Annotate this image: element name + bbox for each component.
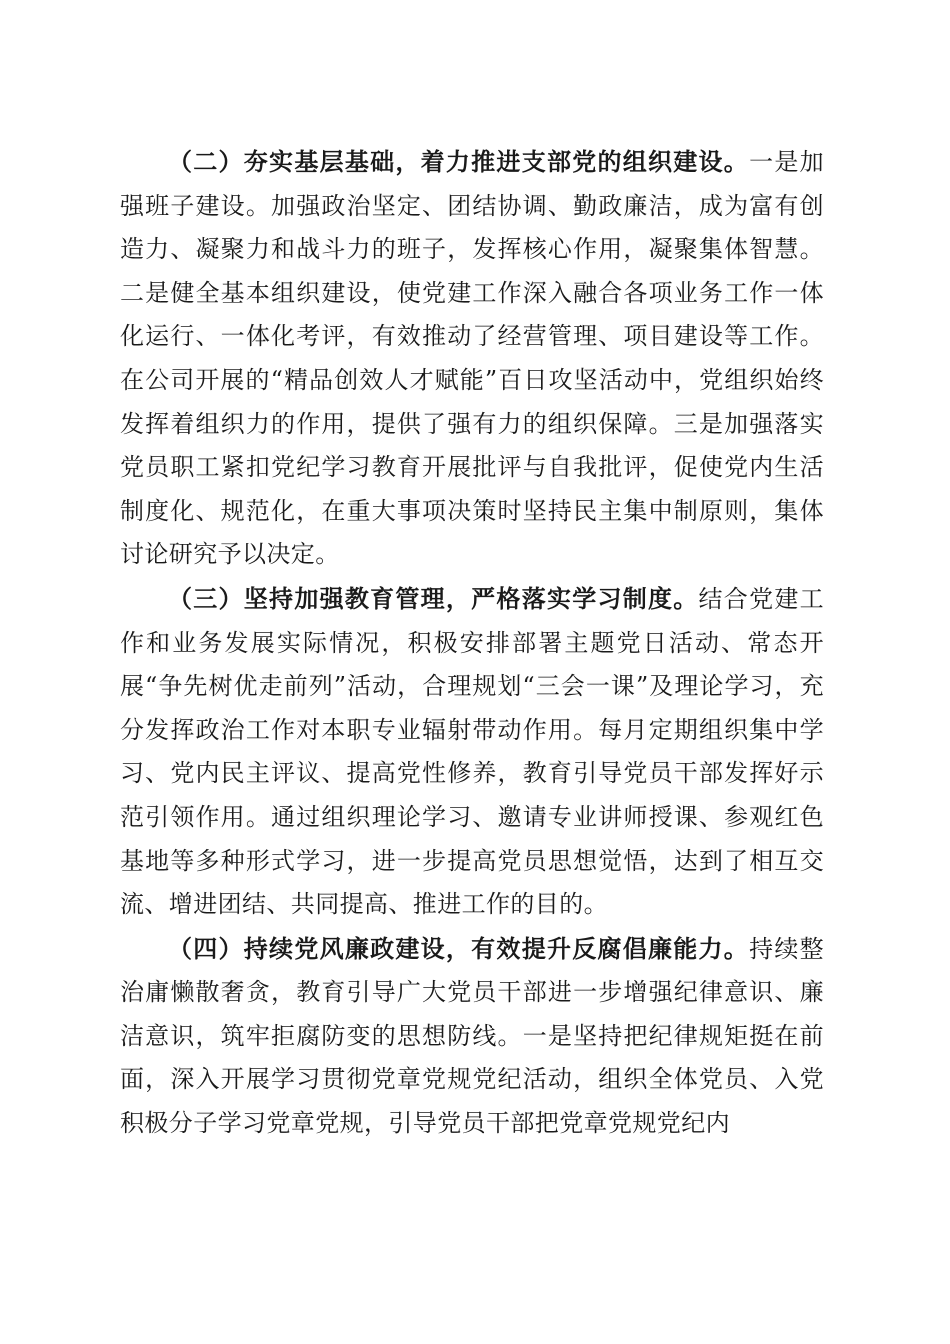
- section-body-2: 一是加强班子建设。加强政治坚定、团结协调、勤政廉洁，成为富有创造力、凝聚力和战斗力的班子，发挥核心作用，凝聚集体智慧。二是健全基本组织建设，使党建工作深入融合各项业务工作一体化运行、一体化考评，有效推动了经营管理、项目建设等工作。在公司开展的“精品创效人才赋能”百日攻坚活动中，党组织始终发挥着组织力的作用，提供了强有力的组织保障。三是加强落实党员职工紧扣党纪学习教育开展批评与自我批评，促使党内生活制度化、规范化，在重大事项决策时坚持民主集中制原则，集体讨论研究予以决定。: [120, 148, 825, 569]
- document-body: [120, 140, 824, 1146]
- section-heading-3: （三）坚持加强教育管理，严格落实学习制度。: [168, 583, 699, 613]
- paragraph-section-2: [120, 140, 824, 577]
- section-heading-4: （四）持续党风廉政建设，有效提升反腐倡廉能力。: [168, 933, 750, 963]
- section-body-4: 持续整治庸懒散奢贪，教育引导广大党员干部进一步增强纪律意识、廉洁意识，筑牢拒腐防变的思想防线。一是坚持把纪律规矩挺在前面，深入开展学习贯彻党章党规党纪活动，组织全体党员、入党积极分子学习党章党规，引导党员干部把党章党规党纪内: [120, 934, 825, 1138]
- section-body-3: 结合党建工作和业务发展实际情况，积极安排部署主题党日活动、常态开展“争先树优走前列”活动，合理规划“三会一课”及理论学习，充分发挥政治工作对本职专业辐射带动作用。每月定期组织集中学习、党内民主评议、提高党性修养，教育引导党员干部发挥好示范引领作用。通过组织理论学习、邀请专业讲师授课、参观红色基地等多种形式学习，进一步提高党员思想觉悟，达到了相互交流、增进团结、共同提高、推进工作的目的。: [120, 584, 825, 919]
- section-heading-2: （二）夯实基层基础，着力推进支部党的组织建设。: [168, 147, 750, 176]
- paragraph-section-4: [120, 927, 824, 1146]
- paragraph-section-3: [120, 577, 824, 927]
